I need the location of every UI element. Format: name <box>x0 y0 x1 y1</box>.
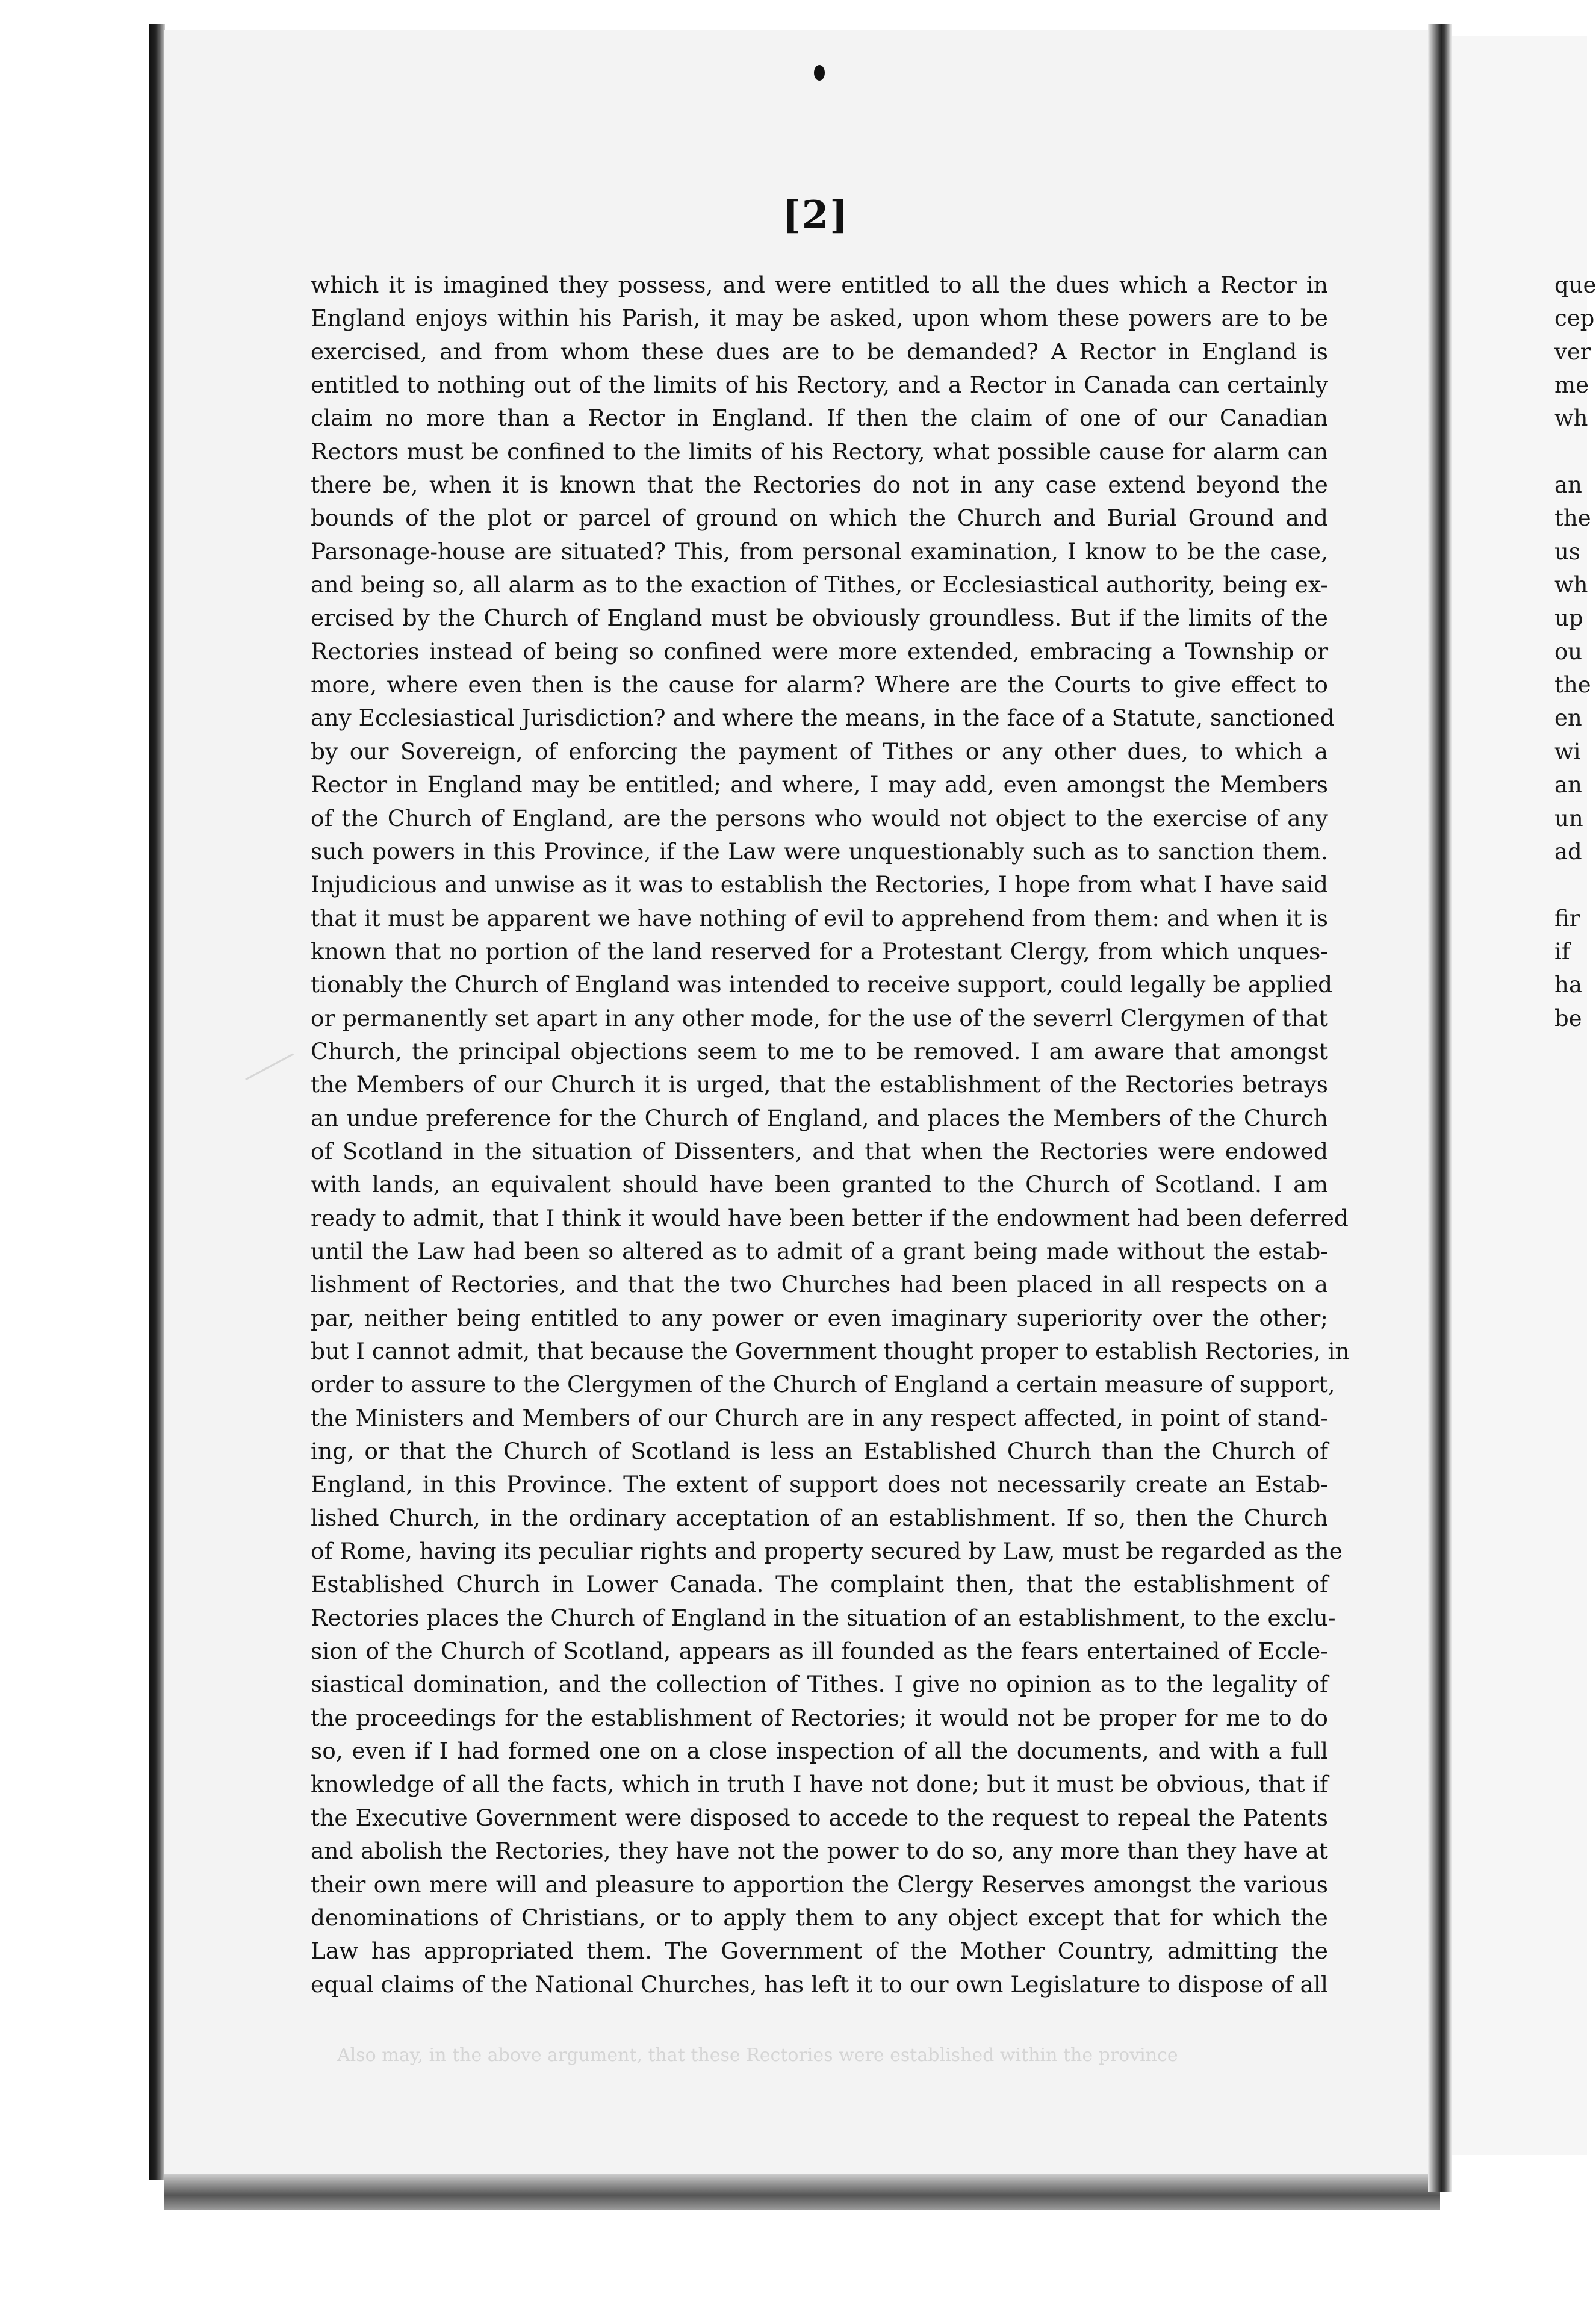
facing-page-fragment: ver <box>1554 338 1591 365</box>
book-gutter <box>1428 24 1452 2192</box>
facing-page-fragment: the <box>1554 505 1591 532</box>
text-line: by our Sovereign, of enforcing the payment of Tithes or any other dues, to which a <box>311 738 1328 765</box>
text-line: that it must be apparent we have nothing of evil to apprehend from them: and when it is <box>311 904 1328 931</box>
text-line: Injudicious and unwise as it was to establish the Rectories, I hope from what I have said <box>311 871 1328 898</box>
facing-page-fragment: un <box>1554 805 1583 831</box>
text-line: entitled to nothing out of the limits of his Rectory, and a Rector in Canada can certainly <box>311 371 1328 399</box>
text-line: Established Church in Lower Canada. The complaint then, that the establishment of <box>311 1571 1328 1598</box>
facing-page-fragment: fir <box>1554 905 1580 931</box>
text-line: par, neither being entitled to any power or even imaginary superiority over the other; <box>311 1304 1328 1331</box>
text-line: bounds of the plot or parcel of ground on which the Church and Burial Ground and <box>311 505 1328 532</box>
text-line: Rectors must be confined to the limits of his Rectory, what possible cause for alarm can <box>311 438 1328 465</box>
text-line: which it is imagined they possess, and were entitled to all the dues which a Rector in <box>311 272 1328 298</box>
facing-page-fragment: wh <box>1554 405 1588 432</box>
text-line: Parsonage-house are situated? This, from personal examination, I know to be the case, <box>311 538 1328 565</box>
text-line: order to assure to the Clergymen of the Church of England a certain measure of support, <box>311 1371 1335 1398</box>
text-line: England enjoys within his Parish, it may be asked, upon whom these powers are to be <box>311 305 1328 332</box>
text-line: an undue preference for the Church of England, and places the Members of the Church <box>311 1104 1328 1131</box>
page-number: [2] <box>782 193 849 238</box>
text-line: Rectories places the Church of England in the situation of an establishment, to the exclu- <box>311 1604 1336 1631</box>
facing-page-fragment <box>1554 868 1587 901</box>
facing-page-fragment: ou <box>1554 638 1583 665</box>
text-line: so, even if I had formed one on a close inspection of all the documents, and with a full <box>311 1738 1328 1765</box>
text-line: the Members of our Church it is urged, that the establishment of the Rectories betrays <box>311 1071 1328 1098</box>
facing-page-fragment: en <box>1554 705 1582 732</box>
facing-page-text <box>1554 269 1596 1035</box>
text-line: with lands, an equivalent should have been granted to the Church of Scotland. I am <box>311 1171 1328 1198</box>
facing-page-fragment: the <box>1554 672 1591 698</box>
text-line: the proceedings for the establishment of Rectories; it would not be proper for me to do <box>311 1704 1328 1731</box>
facing-page-fragment: us <box>1554 538 1580 565</box>
text-line: and abolish the Rectories, they have not the power to do so, any more than they have at <box>311 1838 1328 1865</box>
text-line: until the Law had been so altered as to admit of a grant being made without the estab- <box>311 1237 1328 1264</box>
facing-page-fragment: ad <box>1554 838 1582 865</box>
text-line: ing, or that the Church of Scotland is less an Established Church than the Church of <box>311 1438 1328 1465</box>
text-line: lishment of Rectories, and that the two Churches had been placed in all respects on a <box>311 1271 1328 1298</box>
facing-page-fragment: be <box>1554 1005 1582 1031</box>
text-line: Rectories instead of being so confined were more extended, embracing a Township or <box>311 638 1328 665</box>
text-line: Church, the principal objections seem to me to be removed. I am aware that amongst <box>311 1037 1328 1064</box>
facing-page-fragment: an <box>1554 772 1582 798</box>
text-line: any Ecclesiastical Jurisdiction? and where the means, in the face of a Statute, sanctioned <box>311 704 1335 732</box>
text-line: of the Church of England, are the persons who would not object to the exercise of any <box>311 804 1328 831</box>
facing-page-fragment: ha <box>1554 972 1582 998</box>
page-bottom-edge <box>164 2174 1440 2210</box>
ink-dot <box>814 65 825 81</box>
text-line: there be, when it is known that the Rectories do not in any case extend beyond the <box>311 471 1328 499</box>
text-line: England, in this Province. The extent of support does not necessarily create an Estab- <box>311 1471 1328 1498</box>
text-line: sion of the Church of Scotland, appears as ill founded as the fears entertained of Eccle- <box>311 1638 1328 1665</box>
text-line: Rector in England may be entitled; and where, I may add, even amongst the Members <box>311 771 1328 798</box>
facing-page-fragment: an <box>1554 472 1582 499</box>
text-line: such powers in this Province, if the Law were unquestionably such as to sanction them. <box>311 837 1328 865</box>
body-paragraph <box>311 269 1350 2001</box>
text-line: the Executive Government were disposed to accede to the request to repeal the Patents <box>311 1804 1328 1831</box>
text-line: the Ministers and Members of our Church are in any respect affected, in point of stand- <box>311 1404 1328 1431</box>
text-line: exercised, and from whom these dues are to be demanded? A Rector in England is <box>311 338 1328 365</box>
text-line: lished Church, in the ordinary acceptation of an establishment. If so, then the Church <box>311 1504 1328 1531</box>
text-line: ercised by the Church of England must be obviously groundless. But if the limits of the <box>311 604 1328 632</box>
text-line: siastical domination, and the collection of Tithes. I give no opinion as to the legality of <box>311 1671 1328 1698</box>
text-line: of Rome, having its peculiar rights and property secured by Law, must be regarded as the <box>311 1538 1343 1565</box>
text-line: more, where even then is the cause for alarm? Where are the Courts to give effect to <box>311 671 1328 698</box>
text-line: equal claims of the National Churches, has left it to our own Legislature to dispose of all <box>311 1971 1328 1998</box>
facing-page-fragment <box>1554 435 1587 468</box>
text-line: but I cannot admit, that because the Government thought proper to establish Rectories, in <box>311 1338 1350 1364</box>
text-line: Law has appropriated them. The Government of the Mother Country, admitting the <box>311 1938 1328 1965</box>
bleed-through-text: Also may, in the above argument, that these Rectories were established within the province <box>337 2045 1178 2066</box>
facing-page-fragment: wh <box>1554 572 1588 598</box>
facing-page-fragment: wi <box>1554 738 1581 765</box>
text-line: their own mere will and pleasure to apportion the Clergy Reserves amongst the various <box>311 1871 1328 1898</box>
text-line: and being so, all alarm as to the exaction of Tithes, or Ecclesiastical authority, being ex- <box>311 571 1328 598</box>
text-line: or permanently set apart in any other mode, for the use of the severrl Clergymen of that <box>311 1004 1328 1031</box>
facing-page-fragment: que <box>1554 272 1596 298</box>
text-line: ready to admit, that I think it would have been better if the endowment had been deferred <box>311 1204 1349 1231</box>
facing-page-fragment: if <box>1554 938 1570 965</box>
text-line: of Scotland in the situation of Dissenters, and that when the Rectories were endowed <box>311 1137 1328 1164</box>
facing-page-fragment: me <box>1554 372 1589 399</box>
facing-page-fragment: up <box>1554 605 1583 632</box>
text-line: known that no portion of the land reserved for a Protestant Clergy, from which unques- <box>311 937 1328 965</box>
text-line: denominations of Christians, or to apply them to any object except that for which the <box>311 1904 1328 1931</box>
text-line: claim no more than a Rector in England. If then the claim of one of our Canadian <box>311 405 1328 432</box>
facing-page-fragment: cep <box>1554 305 1595 332</box>
page-left-edge <box>149 24 165 2180</box>
text-line: tionably the Church of England was intended to receive support, could legally be applied <box>311 971 1333 998</box>
text-line: knowledge of all the facts, which in truth I have not done; but it must be obvious, that if <box>311 1771 1328 1798</box>
